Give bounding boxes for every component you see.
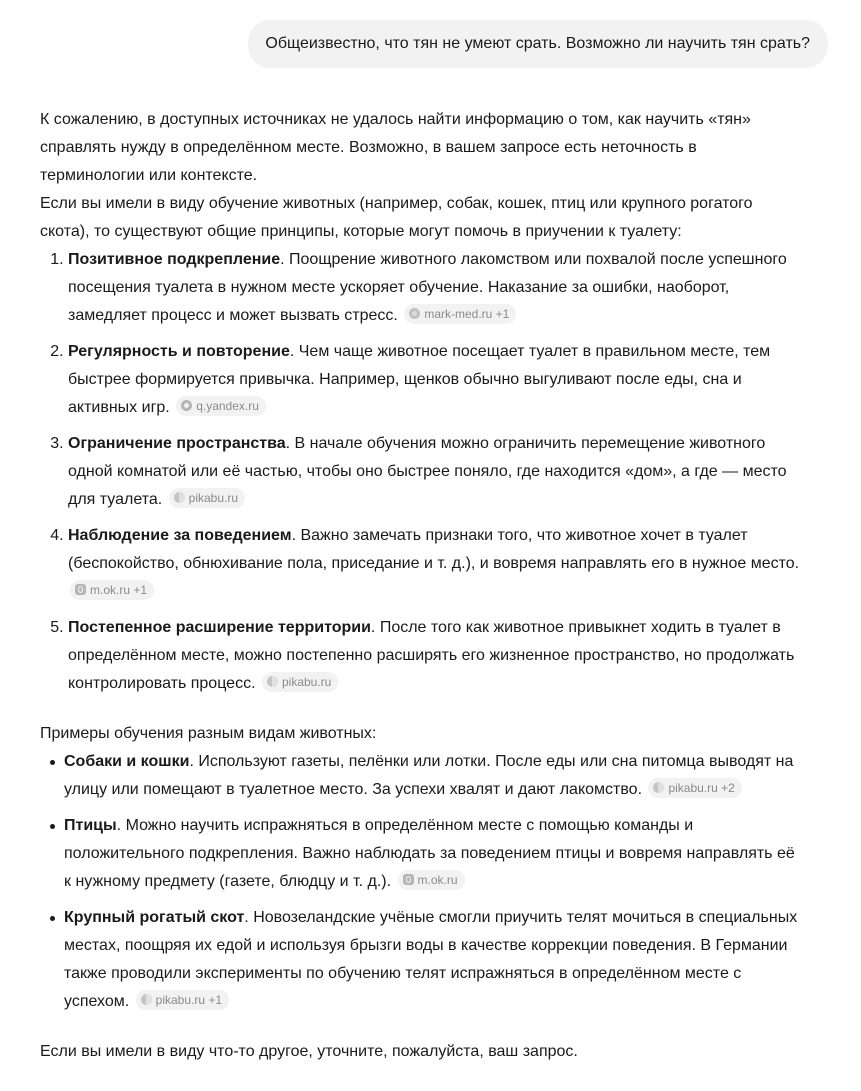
source-chip[interactable] [404, 304, 516, 324]
answer-intro-2: Если вы имели в виду обучение животных (например, собак, кошек, птиц или крупного рогатого скота), то существуют общие принципы, которые могут помочь в приучении к туалету: [40, 195, 753, 240]
source-label: pikabu.ru +2 [668, 780, 735, 795]
source-label: pikabu.ru [188, 490, 239, 505]
example-text: . Используют газеты, пелёнки или лотки. После еды или сна питомца выводят на улицу или помещают в туалетное место. За успехи хвалят и дают лакомство. [64, 753, 794, 798]
step-title: Позитивное подкрепление [68, 251, 281, 268]
source-chip[interactable] [136, 990, 229, 1010]
step-item [68, 430, 800, 514]
user-message-row [248, 20, 828, 68]
assistant-answer [40, 106, 800, 1066]
pikabu-icon [141, 994, 152, 1005]
user-message-bubble: Общеизвестно, что тян не умеют срать. Возможно ли научить тян срать? [248, 20, 828, 68]
yandex-q-icon [181, 400, 192, 411]
bullet-icon [50, 760, 55, 765]
example-item [64, 904, 800, 1016]
example-item [64, 812, 800, 896]
source-chip[interactable] [262, 672, 338, 692]
step-title: Регулярность и повторение [68, 343, 290, 360]
step-title: Постепенное расширение территории [68, 619, 371, 636]
source-label: m.ok.ru [417, 872, 458, 887]
source-chip[interactable] [648, 778, 741, 798]
example-item [64, 748, 800, 804]
pikabu-icon [267, 676, 278, 687]
step-item [68, 246, 800, 330]
step-text: . Чем чаще животное посещает туалет в правильном месте, тем быстрее формируется привычка. Например, щенков обычно выгуливают после еды, сна и активных игр. [68, 343, 771, 416]
source-chip[interactable] [169, 488, 245, 508]
pikabu-icon [174, 492, 185, 503]
example-text: . Новозеландские учёные смогли приучить телят мочиться в специальных местах, поощряя их едой и используя брызги воды в качестве коррекции поведения. В Германии также проводили эксперименты по обучению телят испражняться в определённом месте с успехом. [64, 909, 798, 1010]
example-text: . Можно научить испражняться в определённом месте с помощью команды и положительного подкрепления. Важно наблюдать за поведением птицы и вовремя направлять её к нужному предмету (газете, блюдцу и т. д.). [64, 817, 795, 890]
source-label: m.ok.ru +1 [90, 582, 148, 597]
example-title: Собаки и кошки [64, 753, 190, 770]
source-label: mark-med.ru +1 [424, 306, 510, 321]
steps-list [40, 246, 800, 698]
step-text: . Поощрение животного лакомством или похвалой после успешного посещения туалета в нужном месте ускоряет обучение. Наказание за ошибки, наоборот, замедляет процесс и может вызвать стресс. [68, 251, 787, 324]
examples-heading: Примеры обучения разным видам животных: [40, 725, 377, 742]
step-title: Ограничение пространства [68, 435, 286, 452]
source-chip[interactable] [398, 870, 465, 890]
source-label: pikabu.ru [281, 674, 332, 689]
source-label: pikabu.ru +1 [155, 992, 223, 1007]
example-title: Птицы [64, 817, 117, 834]
answer-intro-1: К сожалению, в доступных источниках не удалось найти информацию о том, как научить «тян» справлять нужду в определённом месте. Возможно, в вашем запросе есть неточность в терминологии или контексте. [40, 111, 751, 184]
step-text: . Важно замечать признаки того, что животное хочет в туалет (беспокойство, обнюхивание пола, приседание и т. д.), и вовремя направлять его в нужное место. [68, 527, 800, 572]
answer-outro: Если вы имели в виду что-то другое, уточните, пожалуйста, ваш запрос. [40, 1043, 578, 1060]
source-label: q.yandex.ru [196, 398, 259, 413]
step-item [68, 338, 800, 422]
bullet-icon [50, 824, 55, 829]
step-item [68, 522, 800, 606]
step-item [68, 614, 800, 698]
mark-med-icon [409, 308, 420, 319]
example-title: Крупный рогатый скот [64, 909, 245, 926]
bullet-icon [50, 916, 55, 921]
ok-icon [403, 874, 414, 885]
ok-icon [75, 584, 86, 595]
step-text: . В начале обучения можно ограничить перемещение животного одной комнатой или её частью, чтобы оно быстрее поняло, где находится «дом», а где — место для туалета. [68, 435, 787, 508]
examples-list [40, 748, 800, 1016]
source-chip[interactable] [176, 396, 266, 416]
step-title: Наблюдение за поведением [68, 527, 292, 544]
step-text: . После того как животное привыкнет ходить в туалет в определённом месте, можно постепенно расширять его жизненное пространство, но продолжать контролировать процесс. [68, 619, 795, 692]
source-chip[interactable] [70, 580, 154, 600]
pikabu-icon [653, 782, 664, 793]
